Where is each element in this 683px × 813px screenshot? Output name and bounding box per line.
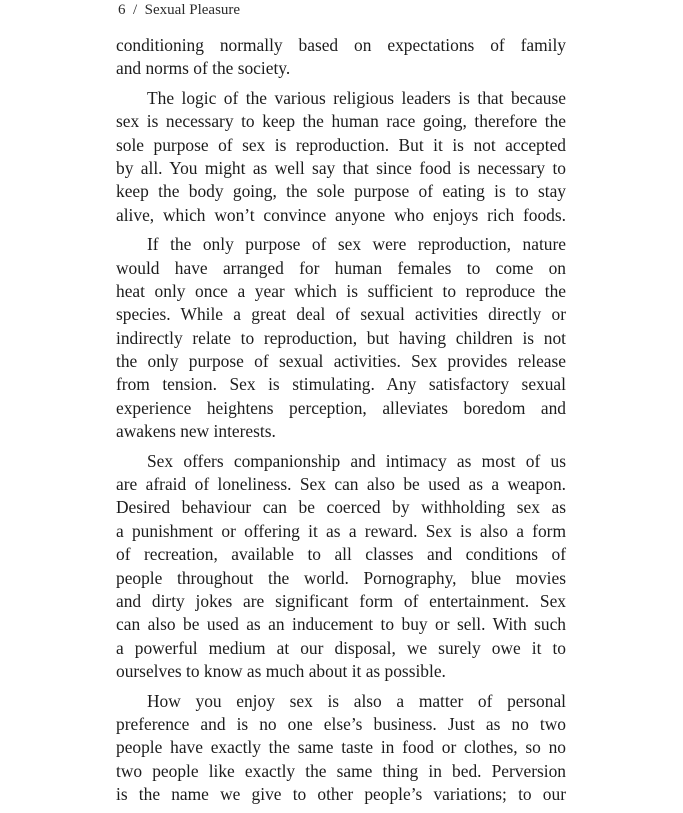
text-line: and norms of the society. xyxy=(116,58,291,79)
text-line: the only purpose of sexual activities. Sex provides release xyxy=(116,351,566,372)
text-line: keep the body going, the sole purpose of eating is to stay xyxy=(116,181,566,202)
text-line: is the name we give to other people’s variations; to our xyxy=(116,784,566,805)
text-line: Sex offers companionship and intimacy as most of us xyxy=(147,450,566,471)
text-line: are afraid of loneliness. Sex can also be used as a weapon. xyxy=(116,474,566,495)
text-line: from tension. Sex is stimulating. Any satisfactory sexual xyxy=(116,374,566,395)
text-line: two people like exactly the same thing in bed. Perversion xyxy=(116,760,566,781)
paragraph-4 xyxy=(116,450,566,684)
text-line: of recreation, available to all classes and conditions of xyxy=(116,544,566,565)
text-line: by all. You might as well say that since food is necessary to xyxy=(116,157,566,178)
paragraph-1 xyxy=(116,34,566,81)
text-line: Desired behaviour can be coerced by withholding sex as xyxy=(116,497,566,518)
text-line: can also be used as an inducement to buy or sell. With such xyxy=(116,614,566,635)
text-line: a punishment or offering it as a reward. Sex is also a form xyxy=(116,520,566,541)
text-line: ourselves to know as much about it as possible. xyxy=(116,661,446,682)
text-line: heat only once a year which is sufficient to reproduce the xyxy=(116,280,566,301)
paragraph-5 xyxy=(116,690,566,807)
text-line: conditioning normally based on expectations of family xyxy=(116,35,566,55)
text-line: sex is necessary to keep the human race going, therefore the xyxy=(116,111,566,132)
text-line: alive, which won’t convince anyone who enjoys rich foods. xyxy=(116,204,566,225)
text-line: preference and is no one else’s business. Just as no two xyxy=(116,713,566,734)
text-line: The logic of the various religious leaders is that because xyxy=(147,87,566,108)
text-line: awakens new interests. xyxy=(116,421,276,442)
text-line: would have arranged for human females to come on xyxy=(116,257,566,278)
paragraph-3 xyxy=(116,233,566,444)
text-line: indirectly relate to reproduction, but having children is not xyxy=(116,327,566,348)
text-line: people have exactly the same taste in food or clothes, so no xyxy=(116,737,566,758)
text-line: experience heightens perception, alleviates boredom and xyxy=(116,397,566,418)
body-text xyxy=(116,34,566,813)
running-head: 6 / Sexual Pleasure xyxy=(118,2,241,18)
text-line: a powerful medium at our disposal, we surely owe it to xyxy=(116,637,566,658)
text-line: and dirty jokes are significant form of entertainment. Sex xyxy=(116,590,566,611)
text-line: If the only purpose of sex were reproduction, nature xyxy=(147,234,566,255)
text-line: species. While a great deal of sexual activities directly or xyxy=(116,304,566,325)
text-line: How you enjoy sex is also a matter of personal xyxy=(147,690,566,711)
paragraph-2 xyxy=(116,87,566,227)
text-line: people throughout the world. Pornography, blue movies xyxy=(116,567,566,588)
text-line: sole purpose of sex is reproduction. But it is not accepted xyxy=(116,134,566,155)
